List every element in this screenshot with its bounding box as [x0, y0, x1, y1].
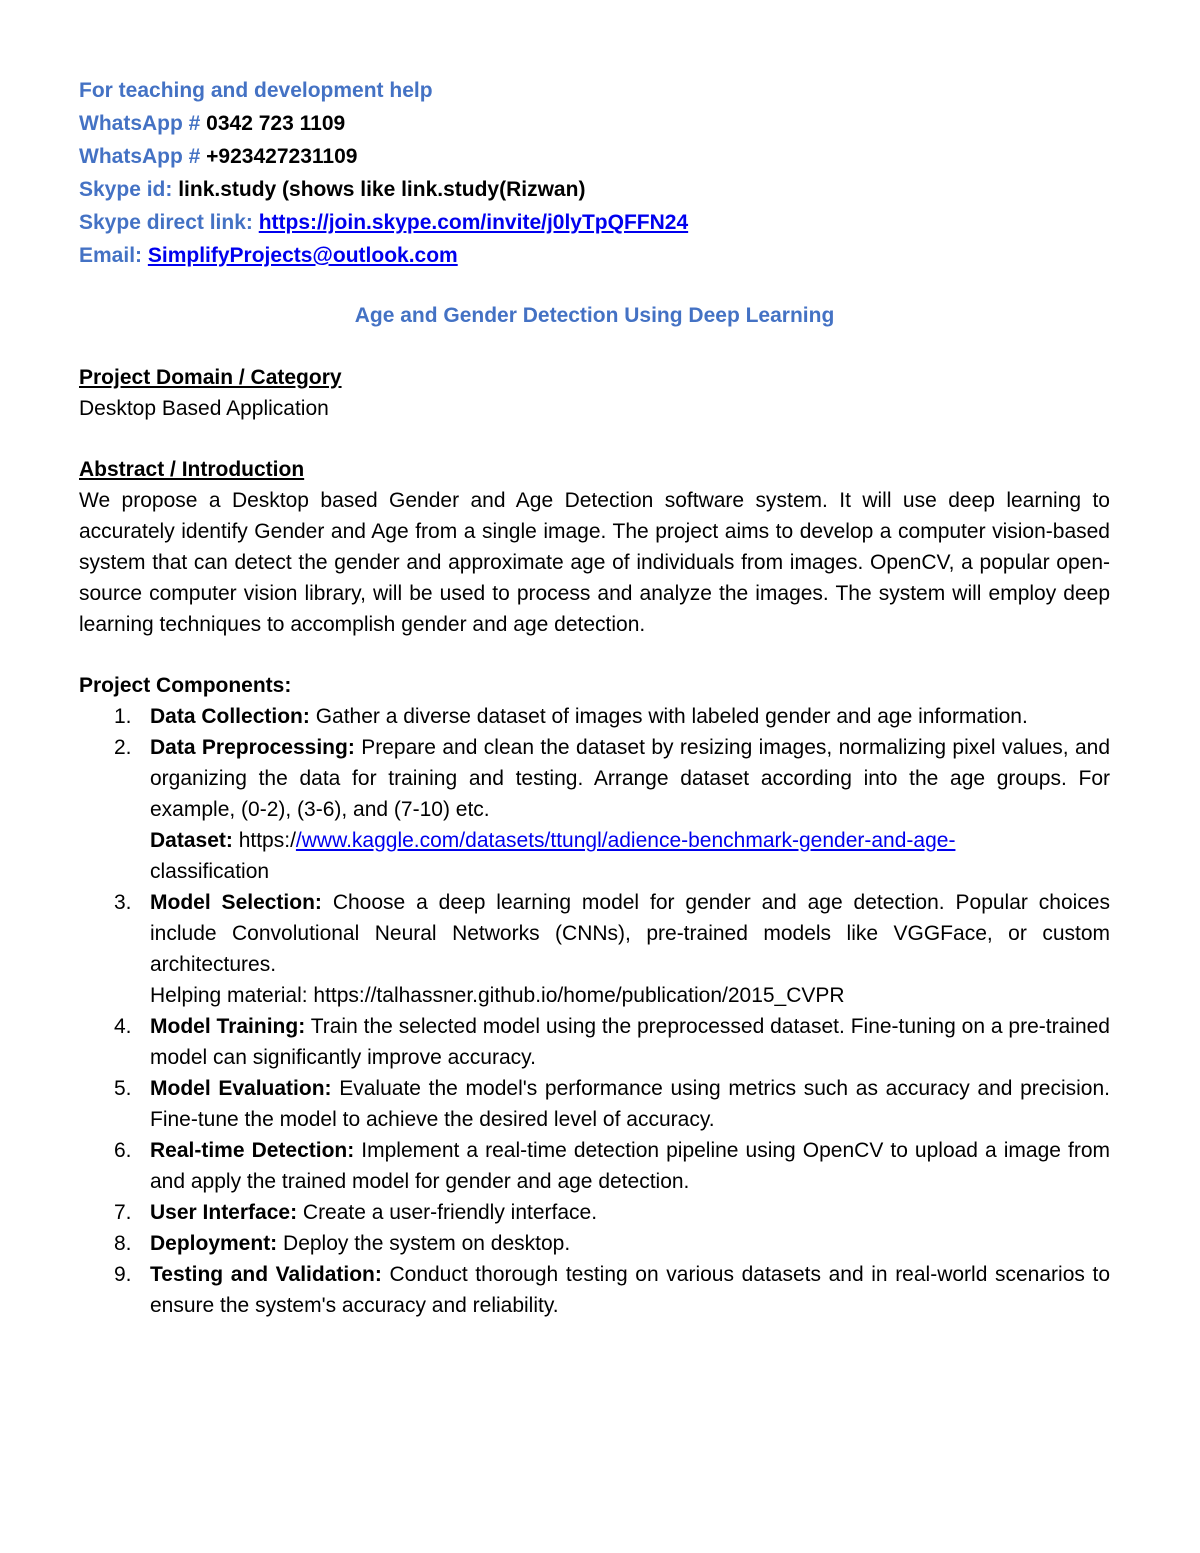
- whatsapp-number-part: 1109: [293, 112, 346, 135]
- dataset-label: Dataset:: [150, 829, 233, 852]
- whatsapp-number-part: 7231109: [276, 145, 358, 168]
- list-item-number: 6.: [114, 1139, 132, 1162]
- list-item-text: Create a user-friendly interface.: [297, 1201, 598, 1224]
- list-item-number: 9.: [114, 1263, 132, 1286]
- whatsapp-line-2: [79, 140, 1110, 173]
- whatsapp-number-part: +92: [206, 145, 242, 168]
- list-item: [79, 732, 1110, 887]
- list-item: [79, 1228, 1110, 1259]
- email-label: Email:: [79, 244, 148, 267]
- dataset-link-prefix: https:/: [232, 829, 296, 852]
- whatsapp-number-part: 342: [241, 145, 277, 168]
- list-item-label: Testing and Validation:: [150, 1263, 382, 1286]
- list-item: [79, 701, 1110, 732]
- skype-link-label: Skype direct link:: [79, 211, 259, 234]
- document-title: Age and Gender Detection Using Deep Learning: [354, 304, 835, 327]
- domain-value: Desktop Based Application: [79, 397, 329, 420]
- list-item-number: 2.: [114, 736, 132, 759]
- dataset-link-suffix: classification: [150, 860, 270, 883]
- list-item: [79, 1197, 1110, 1228]
- list-item-number: 4.: [114, 1015, 132, 1038]
- skype-link-line: [79, 206, 1110, 239]
- list-item: [79, 1073, 1110, 1135]
- list-item-label: Data Preprocessing:: [150, 736, 355, 759]
- list-item: [79, 1135, 1110, 1197]
- list-item-number: 7.: [114, 1201, 132, 1224]
- whatsapp-label: WhatsApp #: [79, 145, 207, 168]
- dataset-link[interactable]: /www.kaggle.com/datasets/ttungl/adience-benchmark-gender-and-age-: [295, 829, 956, 852]
- list-item: [79, 1011, 1110, 1073]
- list-item-label: Deployment:: [150, 1232, 278, 1255]
- list-item-label: User Interface:: [150, 1201, 298, 1224]
- list-item-label: Data Collection:: [150, 705, 310, 728]
- list-item-text: Evaluate the model's performance using metrics such as accuracy and precision. Fine-tune the model to achieve the desired level of accuracy.: [150, 1077, 1110, 1131]
- list-item-text: Implement a real-time detection pipeline using OpenCV to upload a image from and apply the trained model for gender and age detection.: [150, 1139, 1110, 1193]
- list-item-number: 3.: [114, 891, 132, 914]
- list-item-label: Model Selection:: [150, 891, 322, 914]
- list-item-number: 1.: [114, 705, 132, 728]
- whatsapp-label: WhatsApp #: [79, 112, 207, 135]
- list-item-text: Gather a diverse dataset of images with labeled gender and age information.: [309, 705, 1028, 728]
- list-item-text: Train the selected model using the preprocessed dataset. Fine-tuning on a pre-trained model can significantly improve accuracy.: [150, 1015, 1110, 1069]
- list-item-text: Deploy the system on desktop.: [277, 1232, 571, 1255]
- skype-id-line: [79, 173, 1110, 206]
- whatsapp-number-part: 0342: [206, 112, 259, 135]
- list-item-number: 8.: [114, 1232, 132, 1255]
- list-item: [79, 887, 1110, 1011]
- helping-material-line: Helping material: https://talhassner.github.io/home/publication/2015_CVPR: [150, 984, 845, 1007]
- list-item-text: Prepare and clean the dataset by resizing images, normalizing pixel values, and organizing the data for training and testing. Arrange dataset according into the age groups. For example, (0-2), (3-6), and (7-10) etc.: [150, 736, 1110, 821]
- contact-intro: For teaching and development help: [79, 79, 433, 102]
- skype-direct-link[interactable]: https://join.skype.com/invite/j0lyTpQFFN24: [258, 211, 689, 234]
- list-item: [79, 1259, 1110, 1321]
- dataset-line: [150, 825, 1110, 856]
- skype-id-value: link.study (shows like link.study(Rizwan): [178, 178, 586, 201]
- components-heading: Project Components:: [79, 674, 292, 697]
- abstract-text: We propose a Desktop based Gender and Age Detection software system. It will use deep learning to accurately identify Gender and Age from a single image. The project aims to develop a computer vision-based system that can detect the gender and approximate age of individuals from images. OpenCV, a popular open-source computer vision library, will be used to process and analyze the images. The system will employ deep learning techniques to accomplish gender and age detection.: [79, 489, 1110, 636]
- list-item-label: Real-time Detection:: [150, 1139, 355, 1162]
- document-page: [79, 74, 1110, 1321]
- domain-heading: Project Domain / Category: [79, 366, 342, 389]
- components-list: [79, 701, 1110, 1321]
- whatsapp-line-1: [79, 107, 1110, 140]
- email-line: [79, 239, 1110, 272]
- skype-id-label: Skype id:: [79, 178, 179, 201]
- list-item-text: Choose a deep learning model for gender and age detection. Popular choices include Convolutional Neural Networks (CNNs), pre-trained models like VGGFace, or custom architectures.: [150, 891, 1110, 976]
- whatsapp-number-part: 723: [258, 112, 294, 135]
- list-item-text: Conduct thorough testing on various datasets and in real-world scenarios to ensure the system's accuracy and reliability.: [150, 1263, 1111, 1317]
- abstract-heading: Abstract / Introduction: [79, 458, 305, 481]
- contact-block: [79, 74, 1110, 272]
- email-link[interactable]: SimplifyProjects@outlook.com: [147, 244, 458, 267]
- list-item-label: Model Training:: [150, 1015, 306, 1038]
- list-item-number: 5.: [114, 1077, 132, 1100]
- list-item-label: Model Evaluation:: [150, 1077, 332, 1100]
